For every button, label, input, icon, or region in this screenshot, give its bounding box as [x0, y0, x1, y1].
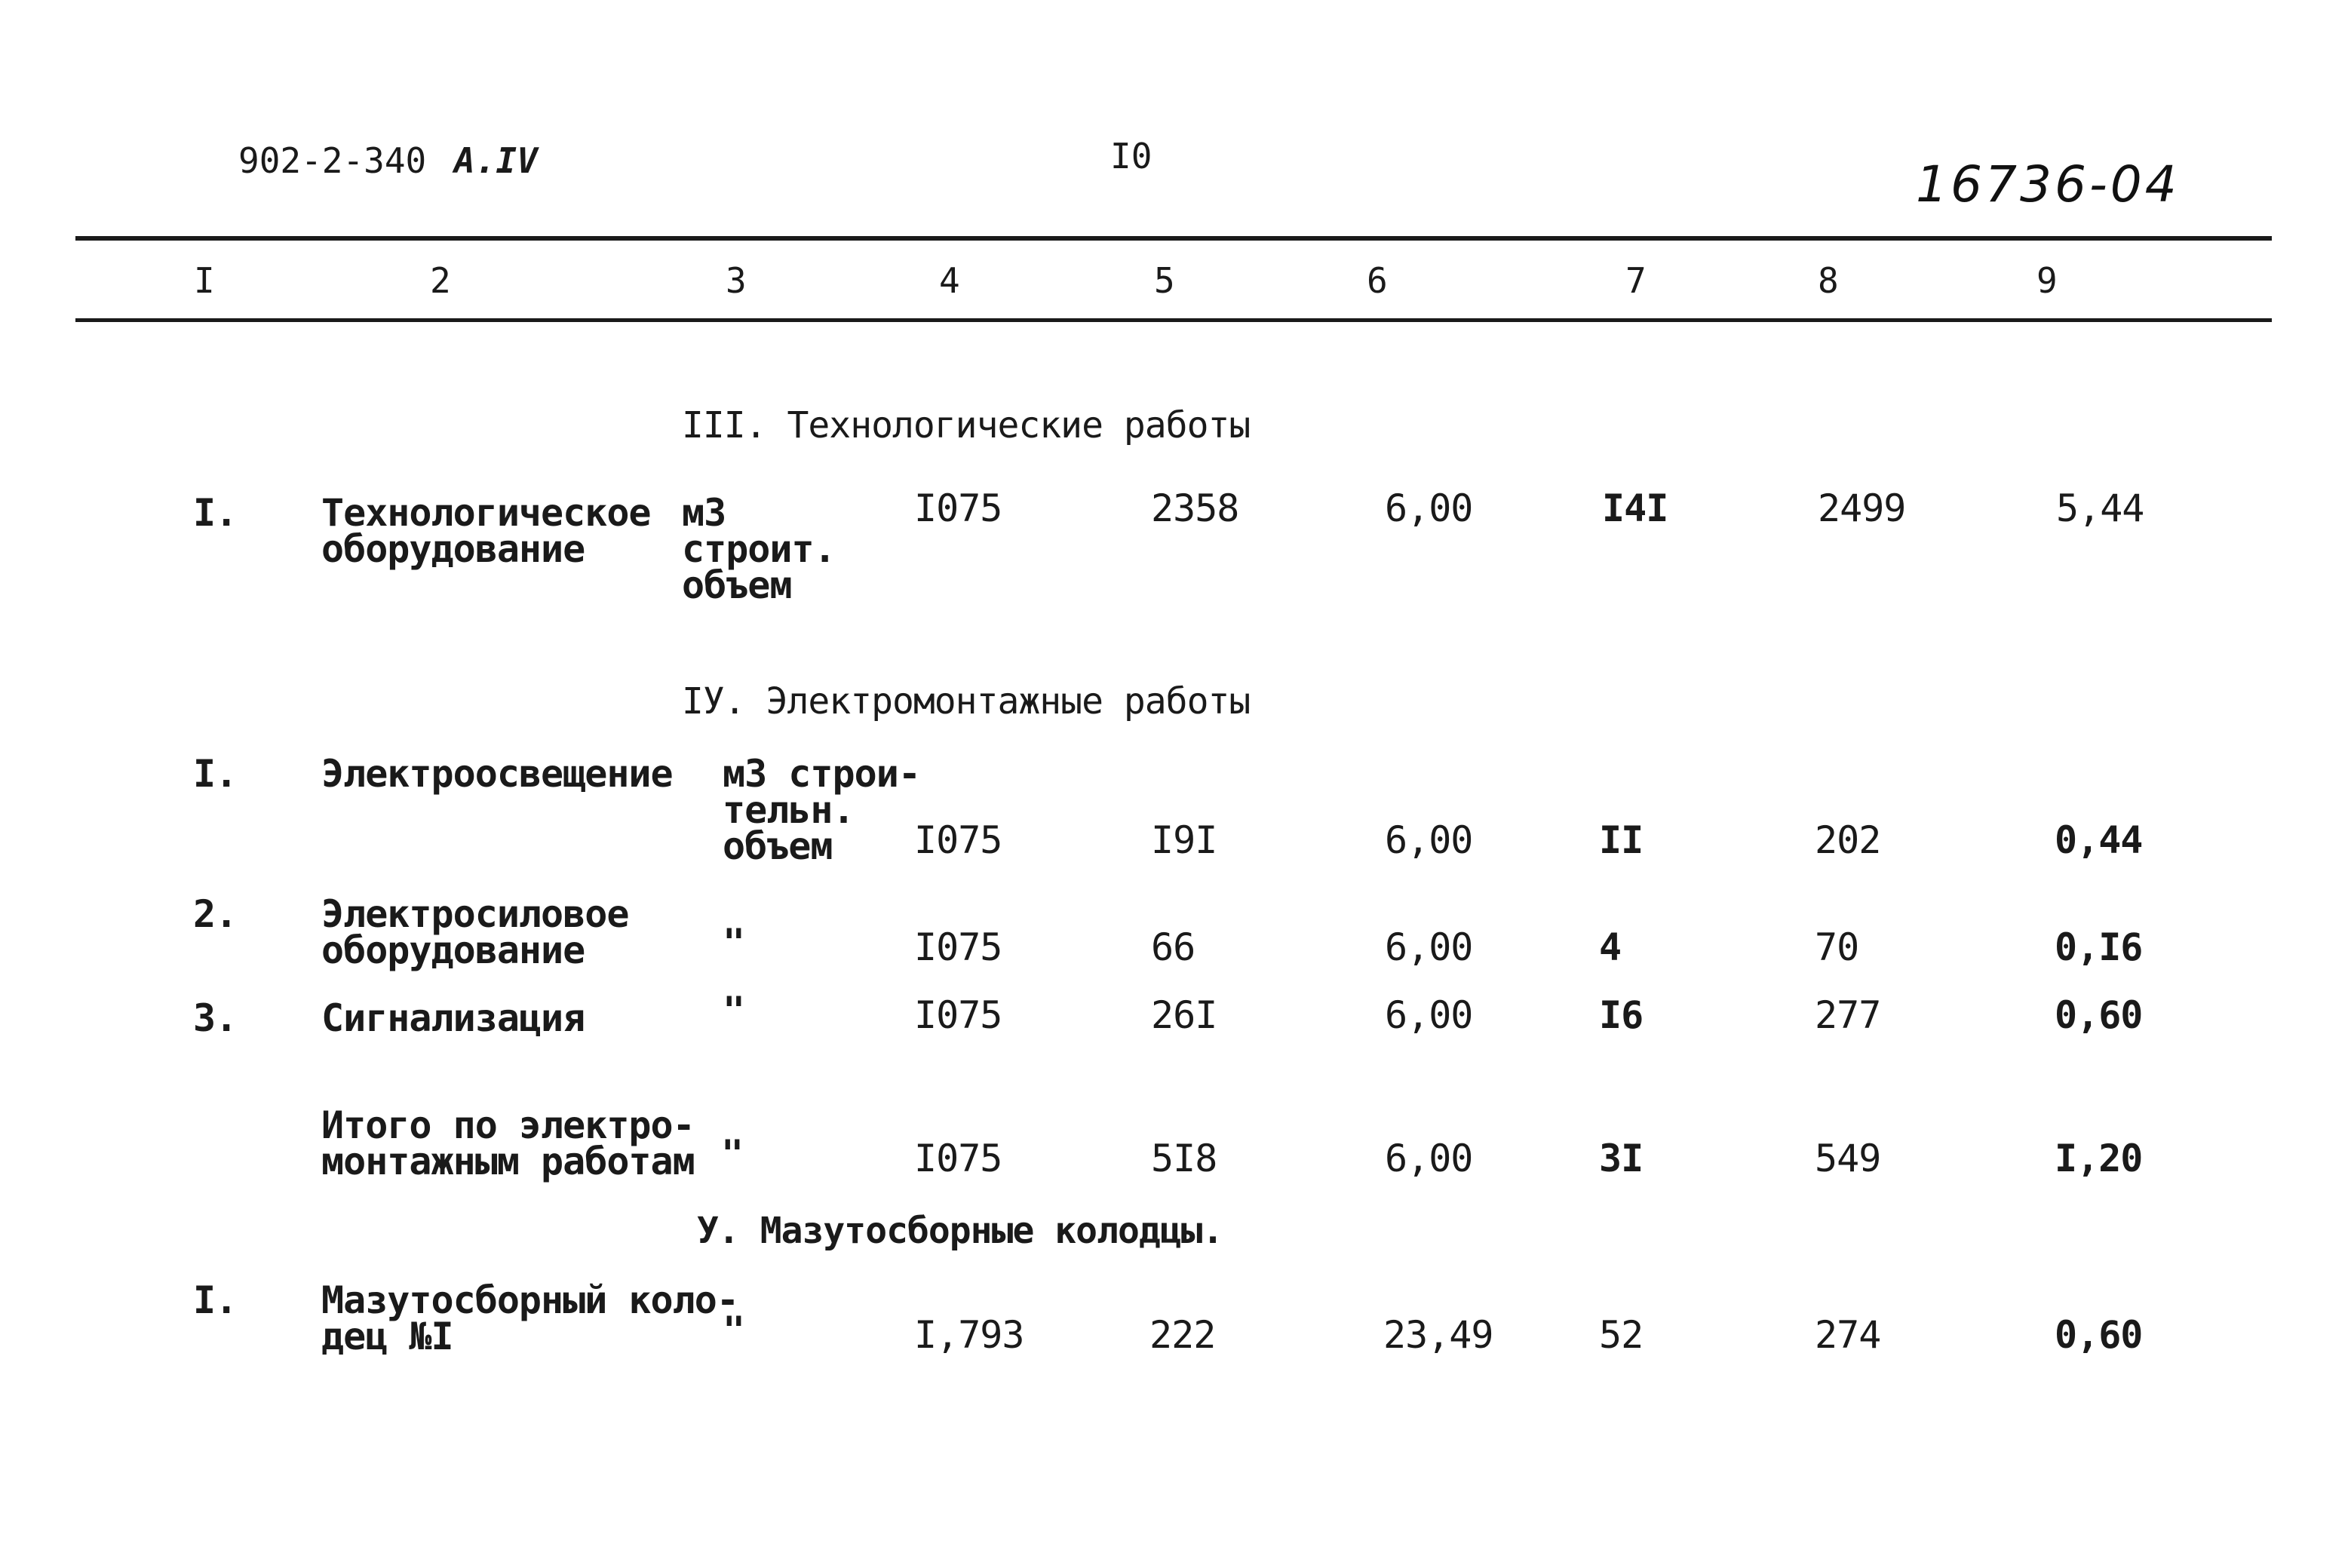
item-name: Технологическое оборудование — [321, 491, 651, 571]
value-col9: I,20 — [2055, 1137, 2143, 1180]
value-col6: 23,49 — [1383, 1313, 1493, 1357]
column-header: 2 — [430, 260, 451, 301]
row-number: I. — [193, 752, 238, 796]
column-header: 5 — [1154, 260, 1175, 301]
column-header: 9 — [2036, 260, 2058, 301]
value-col5: 222 — [1149, 1313, 1216, 1357]
value-col6: 6,00 — [1385, 1137, 1473, 1180]
value-col4: I075 — [914, 925, 1002, 969]
unit-ditto: " — [723, 989, 745, 1033]
value-col9: 5,44 — [2056, 486, 2144, 530]
value-col8: 549 — [1815, 1137, 1881, 1180]
value-col9: 0,60 — [2055, 993, 2143, 1037]
album-label: А.IV — [454, 140, 538, 181]
value-col7: II — [1599, 818, 1644, 862]
value-col9: 0,60 — [2055, 1313, 2143, 1357]
value-col7: I6 — [1599, 993, 1644, 1037]
section-title: IУ. Электромонтажные работы — [682, 680, 1251, 723]
value-col9: 0,I6 — [2055, 925, 2143, 969]
item-name: Электроосвещение — [321, 752, 673, 796]
item-name: Итого по электро- монтажным работам — [321, 1103, 695, 1183]
row-number: 2. — [193, 892, 238, 936]
value-col8: 2499 — [1818, 486, 1906, 530]
row-number: 3. — [193, 996, 238, 1040]
value-col5: 26I — [1151, 993, 1217, 1037]
column-header: 7 — [1625, 260, 1647, 301]
column-header: 8 — [1818, 260, 1839, 301]
column-header: 6 — [1367, 260, 1388, 301]
unit-ditto: " — [721, 1132, 744, 1176]
value-col4: I075 — [914, 1137, 1002, 1180]
value-col8: 70 — [1815, 925, 1859, 969]
page-number: I0 — [1110, 136, 1152, 176]
section-title: III. Технологические работы — [682, 404, 1251, 446]
value-col5: 2358 — [1151, 486, 1239, 530]
value-col8: 277 — [1815, 993, 1881, 1037]
unit-cell: м3 строит. объем — [682, 491, 836, 607]
row-number: I. — [193, 491, 238, 535]
unit-cell: м3 строи- тельн. объем — [723, 752, 920, 868]
value-col4: I075 — [914, 993, 1002, 1037]
column-header: 3 — [726, 260, 747, 301]
item-name: Сигнализация — [321, 996, 585, 1040]
value-col7: 4 — [1599, 925, 1622, 969]
value-col4: I,793 — [914, 1313, 1024, 1357]
value-col6: 6,00 — [1385, 818, 1473, 862]
value-col5: I9I — [1151, 818, 1217, 862]
column-header: I — [194, 260, 215, 301]
value-col7: I4I — [1602, 486, 1668, 530]
handwritten-stamp: 16736-04 — [1916, 155, 2180, 213]
row-number: I. — [193, 1278, 238, 1322]
top-rule — [75, 236, 2272, 241]
value-col7: 52 — [1599, 1313, 1644, 1357]
header-bottom-rule — [75, 318, 2272, 322]
item-name: Мазутосборный коло- дец №I — [321, 1278, 738, 1358]
value-col4: I075 — [914, 818, 1002, 862]
document-code: 902-2-340 — [238, 140, 427, 181]
value-col9: 0,44 — [2055, 818, 2143, 862]
column-header: 4 — [939, 260, 960, 301]
unit-ditto: " — [723, 1309, 745, 1352]
value-col8: 202 — [1815, 818, 1881, 862]
value-col4: I075 — [914, 486, 1002, 530]
value-col6: 6,00 — [1385, 486, 1473, 530]
item-name: Электросиловое оборудование — [321, 892, 629, 972]
value-col7: 3I — [1599, 1137, 1644, 1180]
value-col5: 5I8 — [1151, 1137, 1217, 1180]
value-col6: 6,00 — [1385, 925, 1473, 969]
value-col6: 6,00 — [1385, 993, 1473, 1037]
unit-ditto: " — [723, 921, 745, 965]
section-title: У. Мазутосборные колодцы. — [697, 1210, 1223, 1252]
value-col8: 274 — [1815, 1313, 1881, 1357]
value-col5: 66 — [1151, 925, 1195, 969]
